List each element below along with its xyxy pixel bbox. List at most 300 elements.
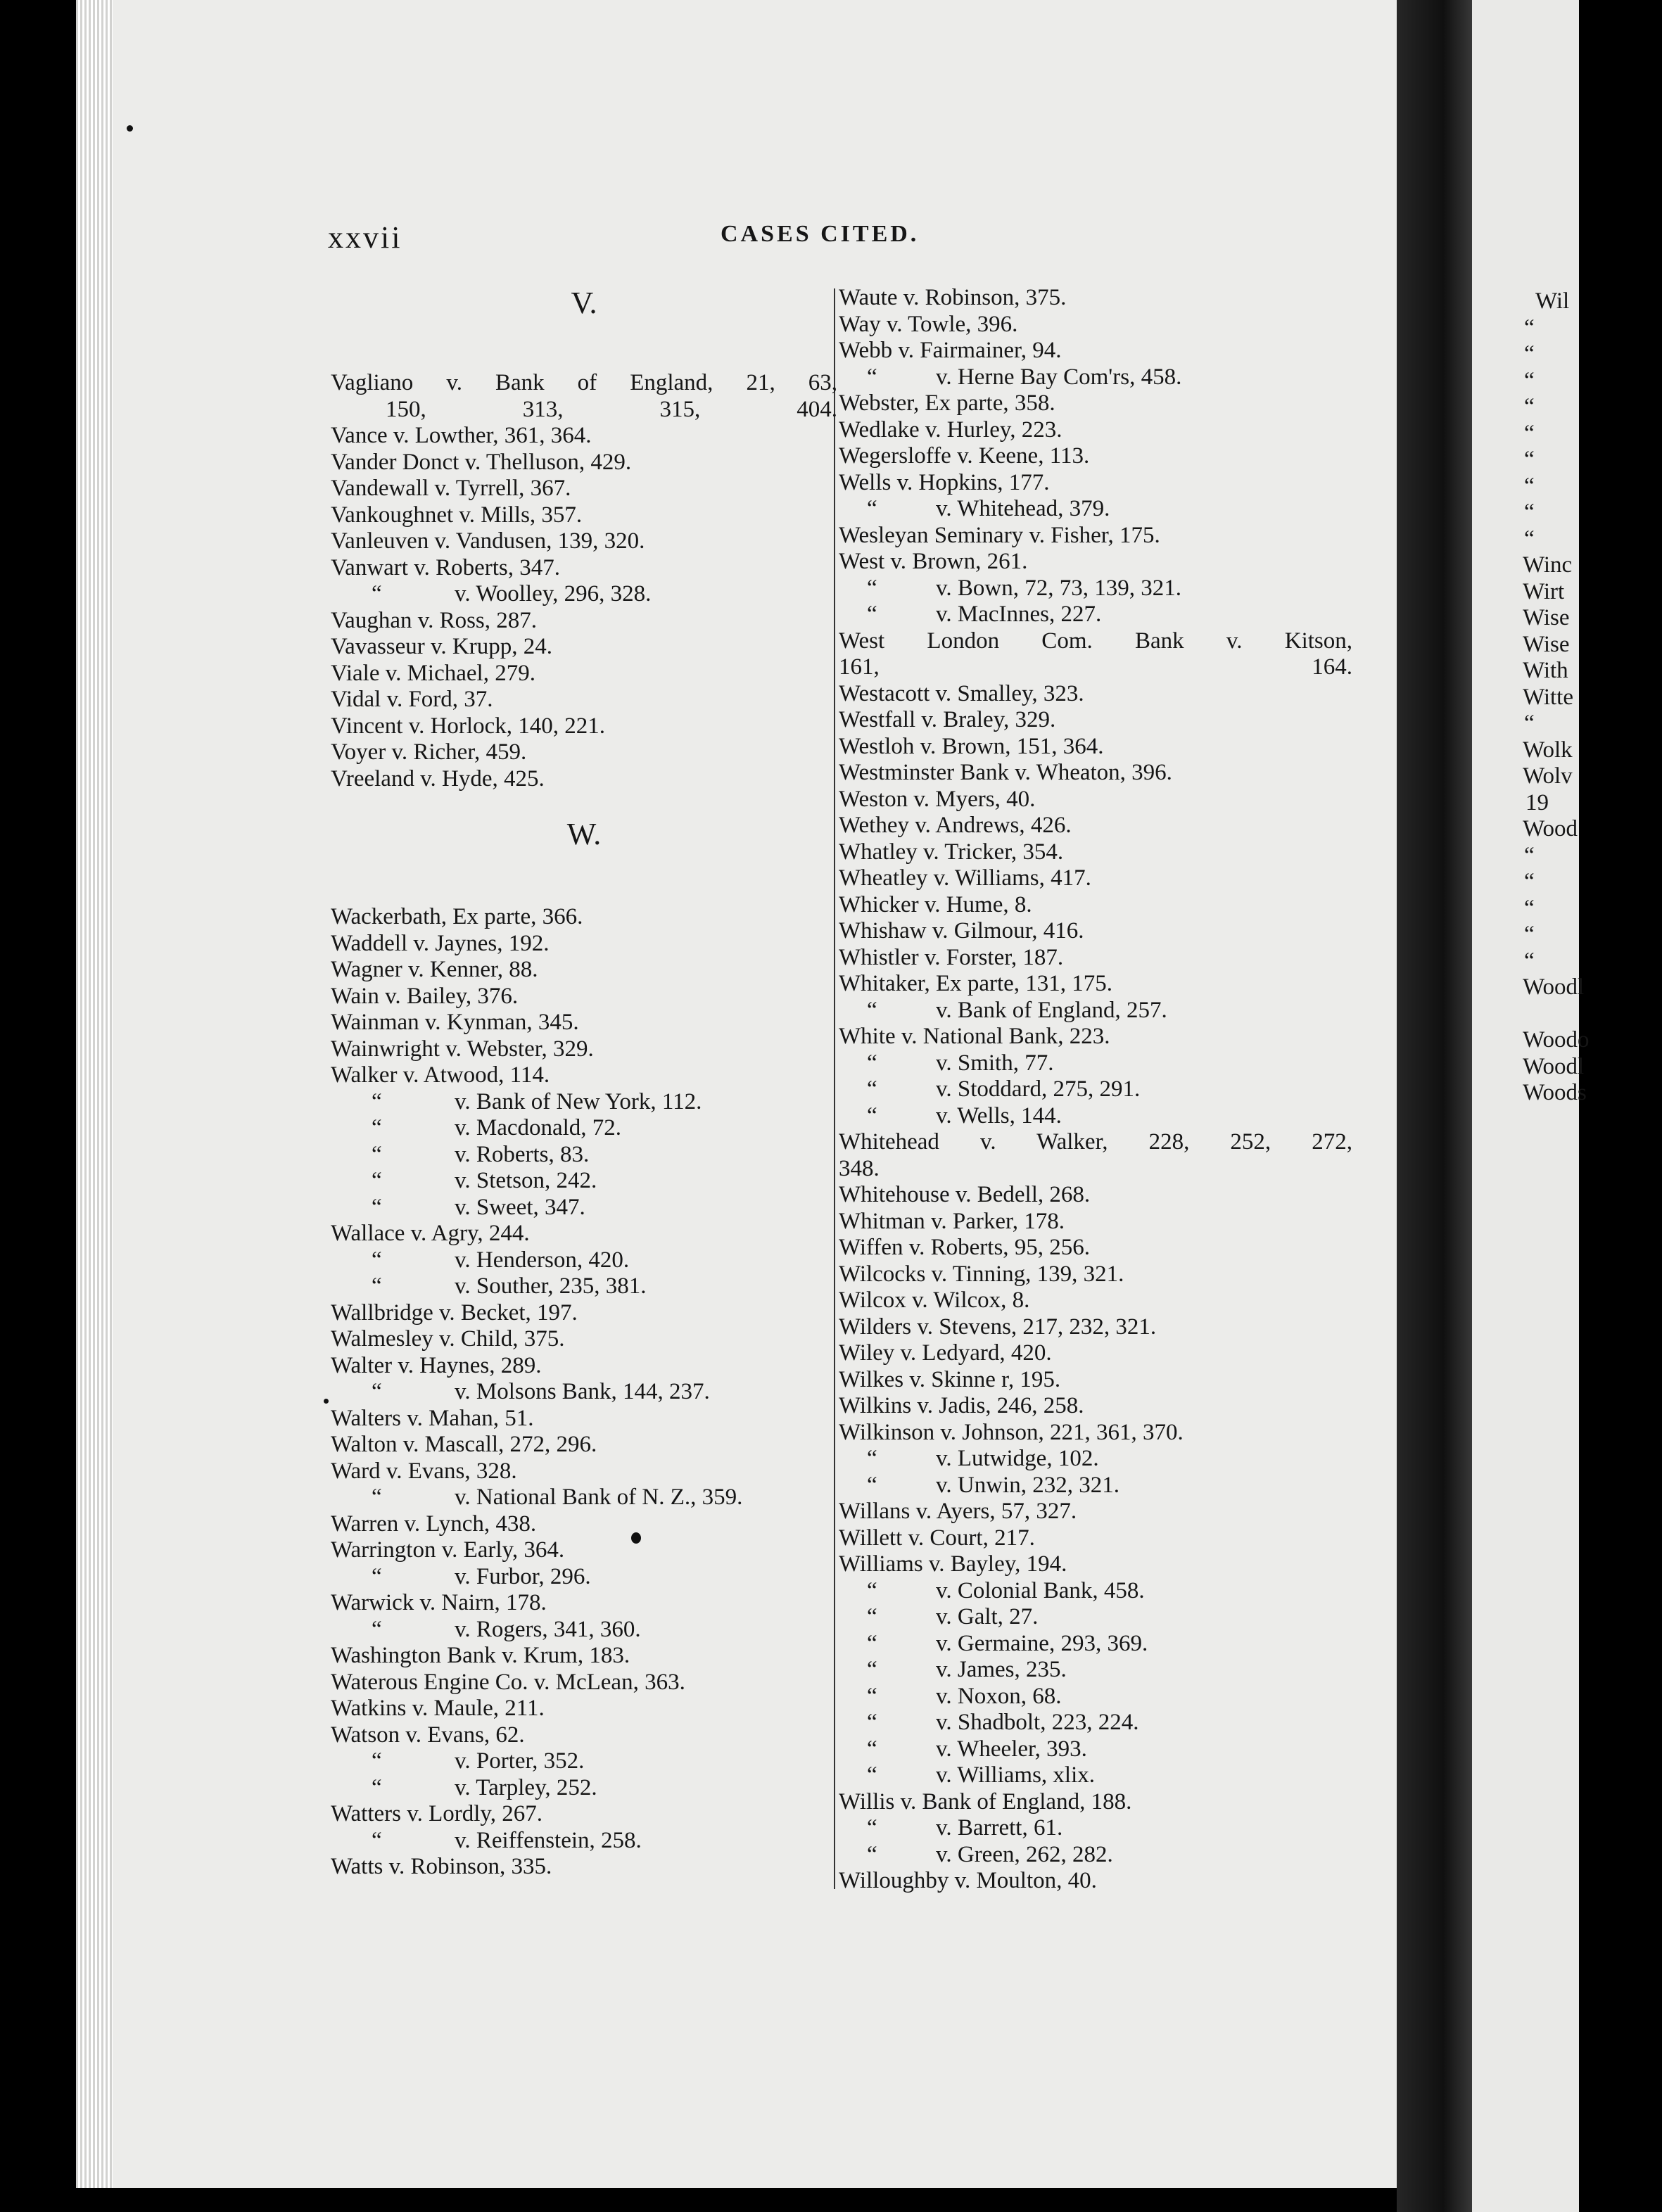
ditto-mark: “	[867, 1841, 877, 1867]
index-entry	[331, 1221, 837, 1247]
entry-text: Willett v. Court, 217.	[839, 1525, 1035, 1551]
index-entry	[839, 734, 1352, 761]
index-entry-ditto	[331, 1485, 837, 1511]
entry-text: Wilkins v. Jadis, 246, 258.	[839, 1393, 1084, 1418]
index-entry-ditto	[839, 1076, 1352, 1103]
index-entry	[331, 1670, 837, 1696]
entry-text: Vandewall v. Tyrrell, 367.	[331, 476, 571, 501]
entry-text: v. MacInnes, 227.	[936, 602, 1102, 627]
ditto-mark: “	[867, 1446, 877, 1471]
entry-text: v. Wheeler, 393.	[936, 1736, 1087, 1762]
facing-page-text-fragment: Wise	[1523, 631, 1570, 657]
entry-text: v. Williams, xlix.	[936, 1762, 1096, 1788]
entry-text: v. Whitehead, 379.	[936, 496, 1110, 521]
ditto-mark: “	[867, 1102, 877, 1129]
index-entry-ditto	[331, 1247, 837, 1274]
entry-text: v. Wells, 144.	[936, 1102, 1062, 1129]
entry-text: Wilkinson v. Johnson, 221, 361, 370.	[839, 1419, 1184, 1445]
index-entry	[839, 1499, 1352, 1525]
index-entry-ditto	[839, 576, 1352, 602]
entry-text: Warren v. Lynch, 438.	[331, 1511, 537, 1537]
ditto-mark: “	[867, 1472, 877, 1498]
index-entry	[331, 370, 837, 423]
index-entry	[839, 338, 1352, 364]
index-entry-ditto	[331, 1379, 837, 1406]
entry-text: v. Germaine, 293, 369.	[936, 1630, 1148, 1656]
index-entry	[331, 476, 837, 502]
spacer	[331, 319, 837, 370]
facing-page-text-fragment: Wolv	[1523, 763, 1573, 789]
index-entry-ditto	[839, 1578, 1352, 1605]
index-entry	[839, 285, 1352, 312]
index-entry	[331, 1643, 837, 1670]
entry-text: White v. National Bank, 223.	[839, 1024, 1110, 1049]
index-entry	[331, 528, 837, 555]
index-entry	[331, 450, 837, 476]
index-entry	[839, 1024, 1352, 1050]
index-entry-ditto	[331, 1564, 837, 1591]
ditto-mark: “	[867, 1657, 877, 1682]
index-entry	[839, 390, 1352, 417]
index-entry	[839, 760, 1352, 787]
running-title: CASES CITED.	[721, 221, 920, 247]
book-gutter	[1397, 0, 1474, 2212]
entry-text: v. Roberts, 83.	[455, 1141, 590, 1167]
entry-text: Vagliano v. Bank of England, 21, 63,	[331, 370, 837, 395]
index-entry-ditto	[839, 1631, 1352, 1658]
facing-page-text-fragment: Wolk	[1523, 737, 1573, 763]
facing-page-text-fragment: Woods	[1523, 1080, 1587, 1105]
index-entry-ditto	[839, 1604, 1352, 1631]
index-entry	[331, 423, 837, 450]
index-entry-ditto	[839, 1736, 1352, 1763]
ditto-mark: “	[867, 364, 877, 390]
index-entry	[331, 1036, 837, 1063]
entry-text: v. Unwin, 232, 321.	[936, 1472, 1119, 1498]
facing-page-text-fragment: Wise	[1523, 605, 1570, 630]
facing-page-text-fragment: “	[1524, 842, 1535, 868]
index-entry	[839, 707, 1352, 734]
index-entry	[839, 1288, 1352, 1314]
ink-speck	[127, 125, 133, 132]
entry-text: Whicker v. Hume, 8.	[839, 891, 1032, 917]
index-entry-ditto	[839, 1815, 1352, 1842]
index-entry	[331, 1300, 837, 1327]
entry-text: Viale v. Michael, 279.	[331, 660, 535, 686]
entry-continuation: 161, 164.	[839, 654, 1352, 680]
facing-page-text-fragment: Wood	[1523, 816, 1578, 841]
ditto-mark: “	[867, 1736, 877, 1762]
index-entry	[331, 957, 837, 984]
index-entry-ditto	[839, 1684, 1352, 1710]
facing-page-text-fragment: “	[1524, 473, 1535, 499]
index-entry	[331, 1062, 837, 1089]
index-entry	[839, 1393, 1352, 1420]
index-entry	[331, 713, 837, 740]
index-entry	[839, 470, 1352, 497]
entry-text: Walmesley v. Child, 375.	[331, 1326, 565, 1352]
ditto-mark: “	[867, 1050, 877, 1076]
page-number: xxvii	[328, 220, 402, 255]
ink-speck	[324, 1399, 329, 1404]
facing-page-text-fragment: “	[1524, 420, 1535, 446]
index-entry	[839, 1314, 1352, 1341]
entry-text: v. Barrett, 61.	[936, 1815, 1063, 1841]
index-entry-ditto	[839, 1842, 1352, 1869]
entry-text: v. Souther, 235, 381.	[455, 1273, 647, 1299]
index-entry	[839, 523, 1352, 549]
index-entry	[839, 1182, 1352, 1209]
entry-text: Waddell v. Jaynes, 192.	[331, 930, 550, 956]
index-entry-ditto	[839, 1657, 1352, 1684]
entry-text: v. Woolley, 296, 328.	[455, 581, 652, 606]
index-entry-ditto	[839, 1050, 1352, 1077]
index-entry-ditto	[331, 1142, 837, 1169]
entry-text: Weston v. Myers, 40.	[839, 786, 1036, 812]
index-entry	[331, 1537, 837, 1564]
entry-text: Westacott v. Smalley, 323.	[839, 680, 1084, 706]
index-entry	[839, 443, 1352, 470]
entry-text: Wainwright v. Webster, 329.	[331, 1036, 594, 1062]
index-entry-ditto	[839, 998, 1352, 1024]
entry-text: v. Green, 262, 282.	[936, 1841, 1113, 1867]
facing-page-text-fragment: With	[1523, 658, 1568, 683]
entry-text: v. James, 235.	[936, 1657, 1067, 1682]
index-entry-ditto	[839, 1473, 1352, 1499]
entry-text: Vreeland v. Hyde, 425.	[331, 765, 545, 792]
ditto-mark: “	[867, 1683, 877, 1709]
index-entry	[839, 787, 1352, 813]
facing-page-text-fragment: Woodl	[1523, 1053, 1585, 1079]
index-entry	[839, 628, 1352, 681]
index-entry	[331, 608, 837, 635]
facing-page-text-fragment: “	[1524, 314, 1535, 341]
ditto-mark: “	[867, 1604, 877, 1629]
spacer	[331, 850, 837, 904]
entry-text: Wethey v. Andrews, 426.	[839, 813, 1072, 838]
ditto-mark: “	[867, 1630, 877, 1656]
facing-page-text-fragment: “	[1524, 869, 1535, 894]
entry-text: Wells v. Hopkins, 177.	[839, 469, 1050, 495]
index-entry	[331, 634, 837, 661]
entry-text: Vaughan v. Ross, 287.	[331, 607, 538, 633]
facing-page-text-fragment	[1472, 1001, 1635, 1028]
ditto-mark: “	[867, 1076, 877, 1102]
index-entry	[331, 1511, 837, 1538]
entry-text: Vander Donct v. Thelluson, 429.	[331, 449, 632, 475]
entry-text: v. Furbor, 296.	[455, 1563, 591, 1589]
index-entry	[839, 1129, 1352, 1182]
facing-page-text-fragment: Wil	[1535, 288, 1570, 314]
entry-text: Wain v. Bailey, 376.	[331, 983, 519, 1009]
index-entry	[839, 1261, 1352, 1288]
ditto-mark: “	[372, 1748, 382, 1774]
entry-text: Wilders v. Stevens, 217, 232, 321.	[839, 1314, 1157, 1340]
facing-page-text-fragment: Winc	[1523, 552, 1573, 578]
index-entry-ditto	[331, 1089, 837, 1116]
entry-text: Vincent v. Horlock, 140, 221.	[331, 713, 605, 739]
index-entry	[331, 984, 837, 1010]
entry-text: v. Noxon, 68.	[936, 1683, 1062, 1709]
index-entry	[331, 1353, 837, 1380]
entry-text: v. Sweet, 347.	[455, 1194, 585, 1220]
facing-page-text-fragment: “	[1524, 711, 1535, 736]
index-entry	[839, 1420, 1352, 1447]
entry-text: v. Lutwidge, 102.	[936, 1446, 1099, 1471]
entry-text: Wesleyan Seminary v. Fisher, 175.	[839, 522, 1160, 548]
entry-text: Wagner v. Kenner, 88.	[331, 957, 538, 982]
entry-text: Wilkes v. Skinne r, 195.	[839, 1366, 1061, 1392]
facing-page-text-fragment: Witte	[1523, 684, 1573, 710]
ditto-mark: “	[372, 1088, 382, 1114]
index-entry	[331, 555, 837, 582]
entry-text: v. Molsons Bank, 144, 237.	[455, 1379, 710, 1404]
entry-text: Wedlake v. Hurley, 223.	[839, 417, 1062, 443]
entry-text: Way v. Towle, 396.	[839, 311, 1018, 337]
ditto-mark: “	[867, 1762, 877, 1788]
entry-text: Wallbridge v. Becket, 197.	[331, 1299, 578, 1326]
entry-text: Wiley v. Ledyard, 420.	[839, 1340, 1052, 1366]
index-entry	[331, 1854, 837, 1881]
entry-text: Wiffen v. Roberts, 95, 256.	[839, 1235, 1091, 1260]
entry-text: v. Bown, 72, 73, 139, 321.	[936, 575, 1181, 601]
entry-text: Wheatley v. Williams, 417.	[839, 865, 1091, 891]
entry-text: Whitehead v. Walker, 228, 252, 272,	[839, 1129, 1352, 1155]
index-entry	[839, 813, 1352, 839]
index-entry	[331, 1801, 837, 1828]
ditto-mark: “	[372, 1115, 382, 1140]
index-entry	[839, 918, 1352, 945]
ditto-mark: “	[372, 1247, 382, 1273]
entry-text: Walter v. Haynes, 289.	[331, 1352, 542, 1378]
index-entry	[331, 739, 837, 766]
entry-text: Wainman v. Kynman, 345.	[331, 1010, 579, 1035]
entry-text: Whishaw v. Gilmour, 416.	[839, 918, 1084, 943]
facing-page-text-fragment: “	[1524, 922, 1535, 947]
entry-text: v. Stetson, 242.	[455, 1168, 597, 1193]
index-entry	[331, 1696, 837, 1722]
facing-page-text-fragment: “	[1524, 500, 1535, 525]
index-entry-ditto	[839, 1446, 1352, 1473]
spacer	[331, 792, 837, 819]
entry-text: v. Tarpley, 252.	[455, 1774, 597, 1800]
entry-text: Westminster Bank v. Wheaton, 396.	[839, 760, 1172, 785]
index-entry	[839, 417, 1352, 444]
ditto-mark: “	[372, 1141, 382, 1167]
entry-text: Watson v. Evans, 62.	[331, 1722, 525, 1748]
facing-page-text-fragment: Woodo	[1523, 1027, 1590, 1053]
entry-text: Webb v. Fairmainer, 94.	[839, 338, 1062, 363]
index-entry	[839, 945, 1352, 972]
index-entry	[331, 1406, 837, 1432]
entry-text: Westloh v. Brown, 151, 364.	[839, 733, 1104, 759]
ditto-mark: “	[867, 602, 877, 627]
index-entry	[839, 312, 1352, 338]
ink-speck	[631, 1532, 641, 1544]
entry-text: Wilcocks v. Tinning, 139, 321.	[839, 1261, 1124, 1287]
index-entry	[839, 681, 1352, 708]
index-entry	[839, 1868, 1352, 1895]
entry-text: v. Bank of New York, 112.	[455, 1088, 702, 1114]
index-entry	[839, 865, 1352, 892]
index-entry-ditto	[839, 1762, 1352, 1789]
entry-text: Waterous Engine Co. v. McLean, 363.	[331, 1669, 685, 1695]
entry-text: Vance v. Lowther, 361, 364.	[331, 423, 592, 448]
entry-text: Wallace v. Agry, 244.	[331, 1221, 530, 1246]
index-entry	[331, 766, 837, 793]
index-entry	[839, 1789, 1352, 1816]
entry-text: Whitaker, Ex parte, 131, 175.	[839, 971, 1113, 996]
facing-page-text-fragment: “	[1524, 341, 1535, 367]
entry-text: Vankoughnet v. Mills, 357.	[331, 502, 583, 528]
index-entry-ditto	[839, 602, 1352, 628]
index-entry-ditto	[331, 1828, 837, 1855]
ditto-mark: “	[372, 1168, 382, 1193]
entry-text: West London Com. Bank v. Kitson,	[839, 628, 1352, 654]
entry-text: v. Smith, 77.	[936, 1050, 1054, 1076]
entry-text: Watkins v. Maule, 211.	[331, 1696, 545, 1721]
entry-text: v. Bank of England, 257.	[936, 997, 1167, 1023]
ditto-mark: “	[372, 1563, 382, 1589]
index-entry	[331, 904, 837, 931]
facing-page-text-fragment: “	[1524, 394, 1535, 419]
index-entry	[839, 1235, 1352, 1261]
index-entry-ditto	[331, 1168, 837, 1195]
index-entry-ditto	[331, 1273, 837, 1300]
index-entry-ditto	[839, 1710, 1352, 1736]
page-header	[0, 220, 1579, 259]
index-entry-ditto	[331, 1195, 837, 1221]
entry-text: Westfall v. Braley, 329.	[839, 707, 1056, 732]
entry-text: Voyer v. Richer, 459.	[331, 739, 527, 765]
index-entry	[331, 1590, 837, 1617]
index-entry	[331, 1010, 837, 1036]
entry-text: Warrington v. Early, 364.	[331, 1537, 565, 1563]
entry-text: Webster, Ex parte, 358.	[839, 390, 1055, 416]
facing-page-text-fragment: “	[1524, 948, 1535, 974]
index-entry-ditto	[331, 1617, 837, 1644]
index-entry	[331, 1326, 837, 1353]
index-entry	[331, 1432, 837, 1458]
facing-page-text-fragment: 19	[1525, 789, 1549, 815]
entry-text: v. National Bank of N. Z., 359.	[455, 1485, 743, 1510]
facing-page-text-fragment: “	[1524, 447, 1535, 472]
entry-text: v. Rogers, 341, 360.	[455, 1616, 641, 1642]
entry-text: Vanleuven v. Vandusen, 139, 320.	[331, 528, 645, 554]
ditto-mark: “	[372, 1485, 382, 1510]
index-entry-ditto	[839, 1103, 1352, 1130]
index-entry	[331, 1458, 837, 1485]
entry-text: Williams v. Bayley, 194.	[839, 1551, 1067, 1577]
entry-text: v. Stoddard, 275, 291.	[936, 1076, 1141, 1102]
facing-page-text-fragment: “	[1524, 526, 1535, 552]
left-column	[331, 285, 837, 1881]
entry-text: Vidal v. Ford, 37.	[331, 687, 493, 712]
entry-text: v. Herne Bay Com'rs, 458.	[936, 364, 1182, 390]
ditto-mark: “	[372, 1827, 382, 1853]
ditto-mark: “	[867, 496, 877, 521]
index-entry	[331, 502, 837, 529]
entry-text: Washington Bank v. Krum, 183.	[331, 1643, 630, 1668]
entry-text: v. Colonial Bank, 458.	[936, 1577, 1145, 1603]
facing-page-text-fragment: Woodl	[1523, 974, 1585, 1000]
entry-text: Vanwart v. Roberts, 347.	[331, 554, 560, 580]
entry-text: Whitehouse v. Bedell, 268.	[839, 1182, 1091, 1207]
entry-text: Whitman v. Parker, 178.	[839, 1208, 1065, 1234]
entry-text: v. Porter, 352.	[455, 1748, 585, 1774]
index-entry-ditto	[331, 1748, 837, 1775]
index-entry	[331, 1722, 837, 1749]
index-entry-ditto	[331, 581, 837, 608]
entry-continuation: 150, 313, 315, 404.	[386, 396, 837, 422]
ditto-mark: “	[867, 1577, 877, 1603]
section-letter-heading: V.	[571, 286, 597, 320]
index-entry-ditto	[331, 1115, 837, 1142]
ditto-mark: “	[372, 581, 382, 606]
ditto-mark: “	[372, 1379, 382, 1404]
entry-text: Waute v. Robinson, 375.	[839, 285, 1067, 310]
index-entry	[839, 892, 1352, 919]
entry-text: Warwick v. Nairn, 178.	[331, 1590, 547, 1615]
index-entry	[331, 661, 837, 687]
entry-text: West v. Brown, 261.	[839, 549, 1028, 574]
index-entry-ditto	[839, 364, 1352, 391]
ditto-mark: “	[867, 1710, 877, 1735]
entry-continuation: 348.	[839, 1155, 880, 1181]
entry-text: Walters v. Mahan, 51.	[331, 1405, 534, 1431]
facing-page-text-fragment: “	[1524, 367, 1535, 393]
index-entry	[331, 687, 837, 713]
entry-text: Willans v. Ayers, 57, 327.	[839, 1499, 1077, 1524]
facing-page-text-fragment: Wirt	[1523, 578, 1565, 604]
entry-text: Watters v. Lordly, 267.	[331, 1801, 543, 1826]
entry-text: Whatley v. Tricker, 354.	[839, 839, 1064, 865]
index-entry	[839, 1551, 1352, 1578]
ditto-mark: “	[372, 1194, 382, 1220]
index-entry	[839, 1525, 1352, 1552]
index-entry	[839, 549, 1352, 576]
facing-page-text-fragment: “	[1524, 895, 1535, 921]
entry-text: v. Reiffenstein, 258.	[455, 1827, 642, 1853]
entry-text: Wilcox v. Wilcox, 8.	[839, 1288, 1030, 1313]
index-entry	[839, 1209, 1352, 1235]
entry-text: v. Macdonald, 72.	[455, 1115, 622, 1140]
entry-text: v. Shadbolt, 223, 224.	[936, 1710, 1139, 1735]
entry-text: Watts v. Robinson, 335.	[331, 1854, 552, 1879]
ditto-mark: “	[867, 997, 877, 1023]
entry-text: Willoughby v. Moulton, 40.	[839, 1868, 1097, 1893]
entry-text: v. Galt, 27.	[936, 1604, 1039, 1629]
entry-text: Willis v. Bank of England, 188.	[839, 1788, 1132, 1814]
facing-page-fragment	[1472, 0, 1590, 2212]
entry-text: Walton v. Mascall, 272, 296.	[331, 1432, 597, 1457]
index-entry-ditto	[839, 496, 1352, 523]
entry-text: Whistler v. Forster, 187.	[839, 944, 1064, 970]
ditto-mark: “	[867, 575, 877, 601]
entry-text: Vavasseur v. Krupp, 24.	[331, 634, 552, 659]
index-entry	[839, 971, 1352, 998]
ditto-mark: “	[867, 1815, 877, 1841]
index-entry-ditto	[331, 1775, 837, 1802]
entry-text: Wegersloffe v. Keene, 113.	[839, 443, 1090, 469]
ditto-mark: “	[372, 1774, 382, 1800]
ditto-mark: “	[372, 1616, 382, 1642]
index-entry	[839, 1367, 1352, 1394]
entry-text: Ward v. Evans, 328.	[331, 1458, 517, 1484]
entry-text: Wackerbath, Ex parte, 366.	[331, 904, 583, 929]
entry-text: Walker v. Atwood, 114.	[331, 1062, 550, 1088]
page-edge-stack	[76, 0, 115, 2188]
